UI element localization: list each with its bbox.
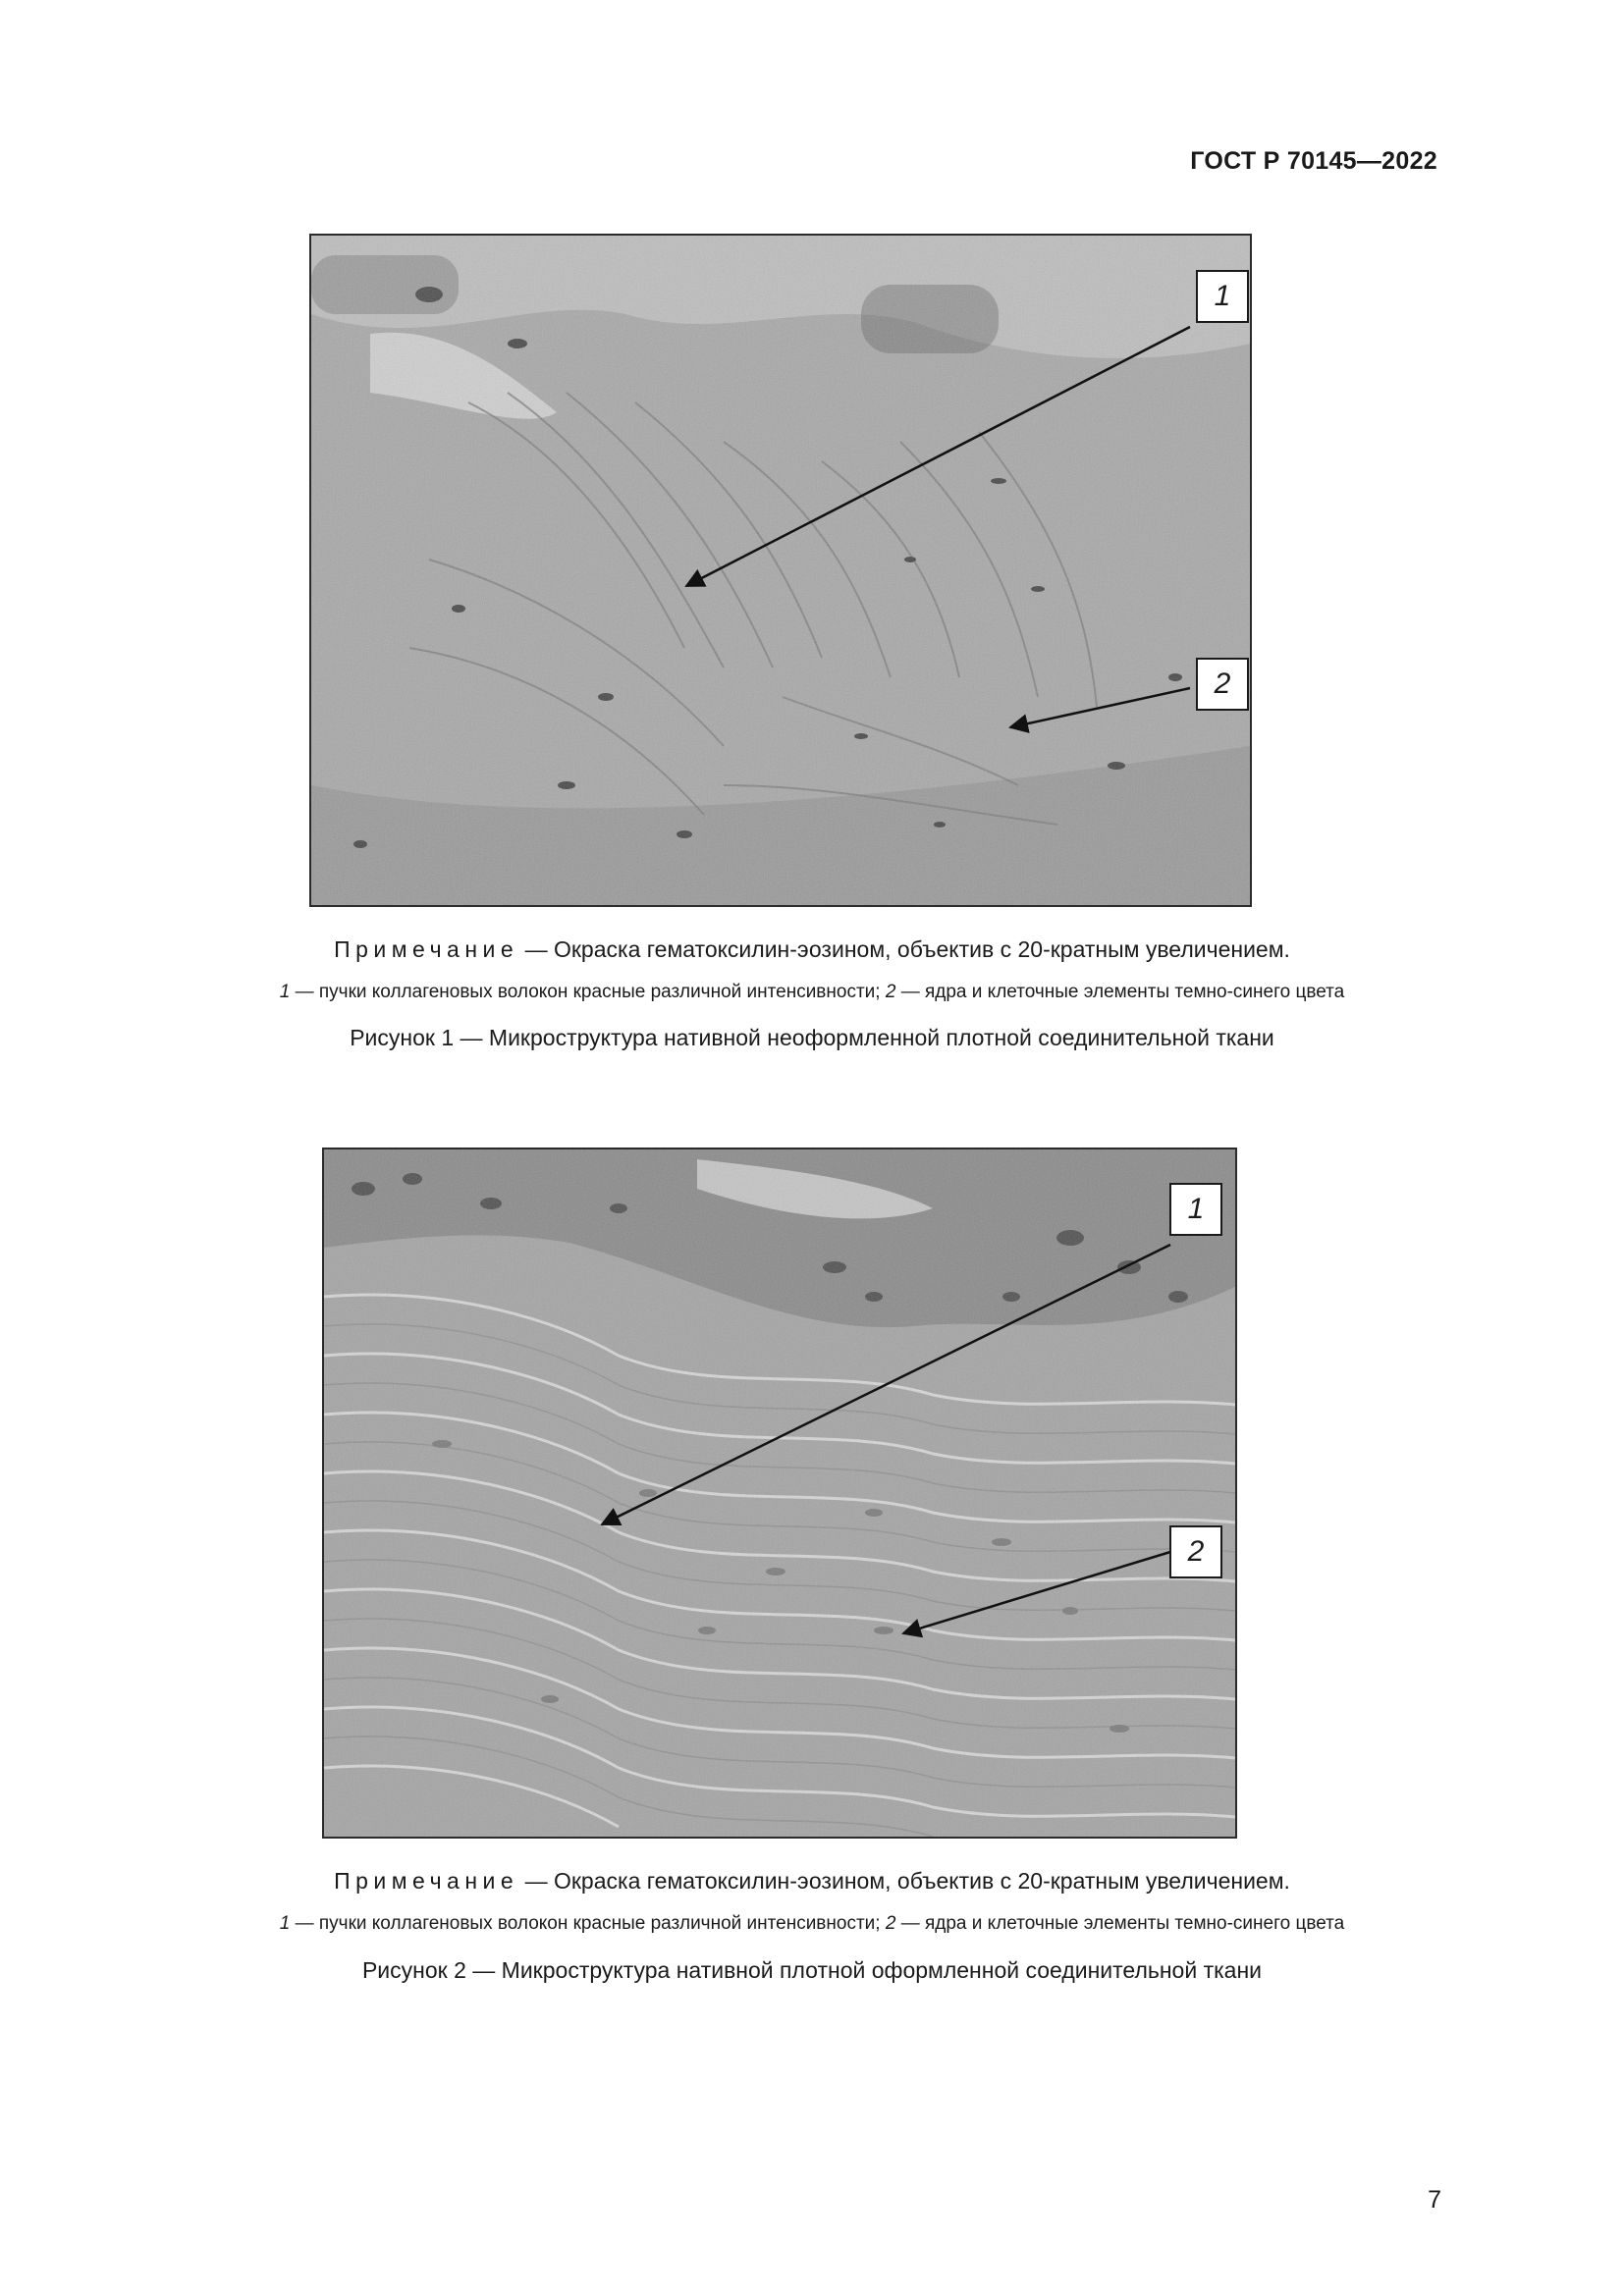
note-text: — Окраска гематоксилин-эозином, объектив с 20-кратным увеличением.	[524, 1868, 1290, 1894]
page-number: 7	[1428, 2186, 1441, 2214]
note-prefix: Примечание	[334, 1868, 519, 1894]
note-prefix: Примечание	[334, 936, 519, 962]
figure-1-micrograph	[309, 234, 1252, 907]
figure-1-note	[0, 936, 1624, 963]
legend-text-2: — ядра и клеточные элементы темно-синего цвета	[900, 982, 1345, 1002]
figure-1-callout-1: 1	[1196, 270, 1249, 323]
figure-2-callout-2: 2	[1169, 1525, 1222, 1578]
figure-1-callout-2: 2	[1196, 658, 1249, 711]
legend-text-2: — ядра и клеточные элементы темно-синего цвета	[900, 1913, 1345, 1934]
legend-number-1: 1	[279, 982, 291, 1002]
legend-number-1: 1	[279, 1913, 291, 1934]
figure-1-caption: Рисунок 1 — Микроструктура нативной неоформленной плотной соединительной ткани	[350, 1025, 1274, 1050]
standard-code: ГОСТ Р 70145—2022	[1190, 147, 1437, 175]
legend-number-2: 2	[885, 982, 896, 1002]
legend-text-1: — пучки коллагеновых волокон красные различной интенсивности;	[295, 982, 881, 1002]
figure-2-micrograph	[322, 1148, 1237, 1839]
figure-2-legend	[0, 1913, 1624, 1935]
figure-1-legend	[0, 982, 1624, 1003]
legend-number-2: 2	[885, 1913, 896, 1934]
figure-2-note	[0, 1868, 1624, 1895]
legend-text-1: — пучки коллагеновых волокон красные различной интенсивности;	[295, 1913, 881, 1934]
figure-2-callout-1: 1	[1169, 1183, 1222, 1236]
figure-2-caption: Рисунок 2 — Микроструктура нативной плотной оформленной соединительной ткани	[361, 1957, 1263, 1983]
note-text: — Окраска гематоксилин-эозином, объектив с 20-кратным увеличением.	[524, 936, 1290, 962]
